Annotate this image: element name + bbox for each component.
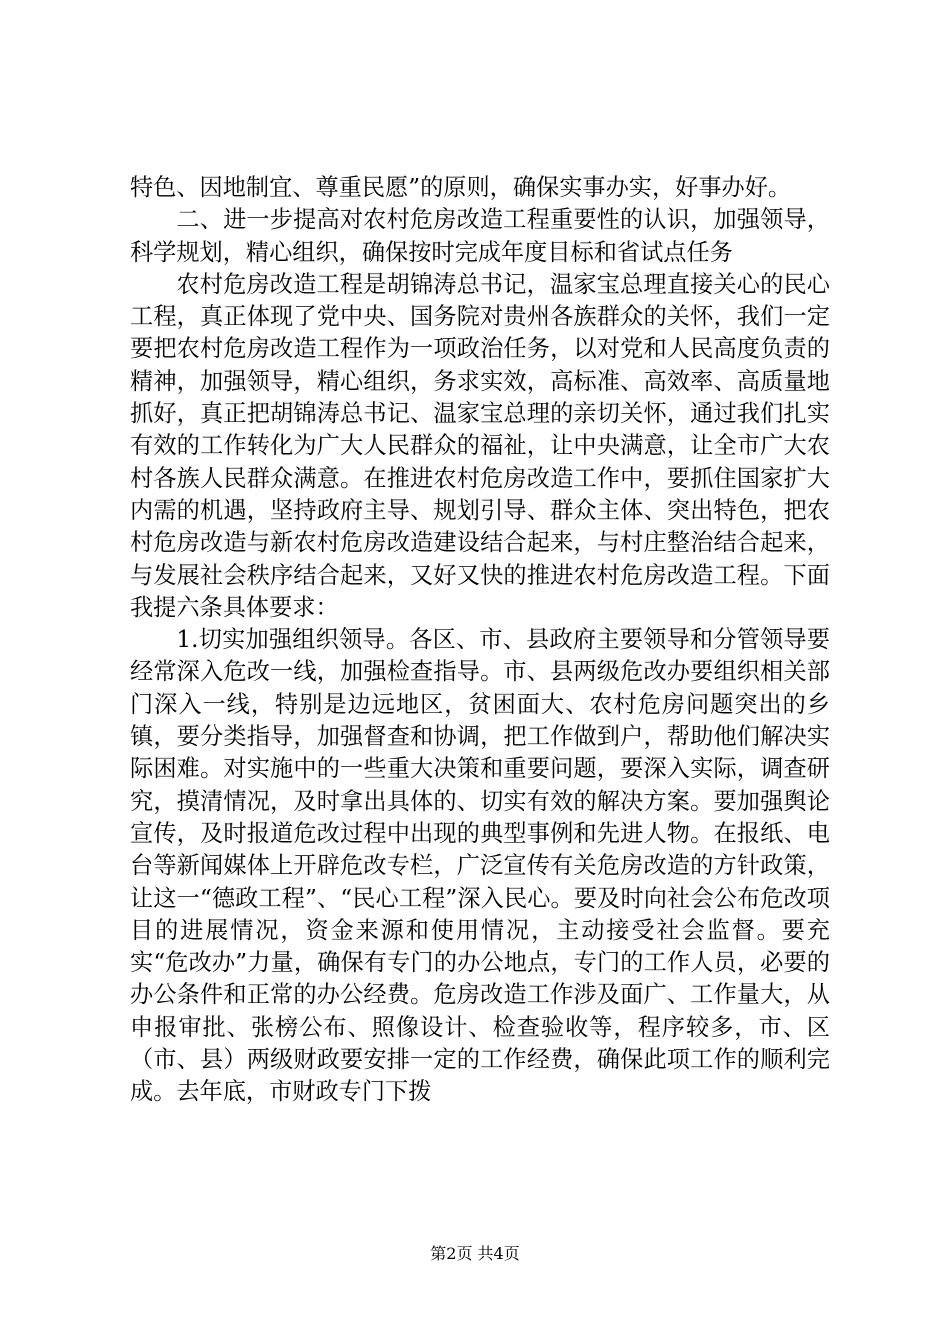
paragraph-1: 特色、因地制宜、尊重民愿”的原则，确保实事办实，好事办好。 [130,174,792,201]
page-number-footer: 第2页 共4页 [430,1244,520,1263]
document-body [130,172,830,1109]
paragraph-3: 农村危房改造工程是胡锦涛总书记，温家宝总理直接关心的民心工程，真正体现了党中央、国务院对贵州各族群众的关怀，我们一定要把农村危房改造工程作为一项政治任务，以对党和人民高度负责的精神，加强领导，精心组织，务求实效，高标准、高效率、高质量地抓好，真正把胡锦涛总书记、温家宝总理的亲切关怀，通过我们扎实有效的工作转化为广大人民群众的福祉，让中央满意，让全市广大农村各族人民群众满意。在推进农村危房改造工作中，要抓住国家扩大内需的机遇，坚持政府主导、规划引导、群众主体、突出特色，把农村危房改造与新农村危房改造建设结合起来，与村庄整治结合起来，与发展社会秩序结合起来，又好又快的推进农村危房改造工程。下面我提六条具体要求： [130,270,830,621]
paragraph-2-heading: 二、进一步提高对农村危房改造工程重要性的认识，加强领导，科学规划，精心组织，确保按时完成年度目标和省试点任务 [130,206,830,266]
paragraph-4: 1.切实加强组织领导。各区、市、县政府主要领导和分管领导要经常深入危改一线，加强检查指导。市、县两级危改办要组织相关部门深入一线，特别是边远地区，贫困面大、农村危房问题突出的乡镇，要分类指导，加强督查和协调，把工作做到户，帮助他们解决实际困难。对实施中的一些重大决策和重要问题，要深入实际，调查研究，摸清情况，及时拿出具体的、切实有效的解决方案。要加强舆论宣传，及时报道危改过程中出现的典型事例和先进人物。在报纸、电台等新闻媒体上开辟危改专栏，广泛宣传有关危房改造的方针政策，让这一“德政工程”、“民心工程”深入民心。要及时向社会公布危改项目的进展情况，资金来源和使用情况，主动接受社会监督。要充实“危改办”力量，确保有专门的办公地点，专门的工作人员，必要的办公条件和正常的办公经费。危房改造工作涉及面广、工作量大，从申报审批、张榜公布、照像设计、检查验收等，程序较多，市、区（市、县）两级财政要安排一定的工作经费，确保此项工作的顺利完成。去年底，市财政专门下拨 [130,626,830,1106]
